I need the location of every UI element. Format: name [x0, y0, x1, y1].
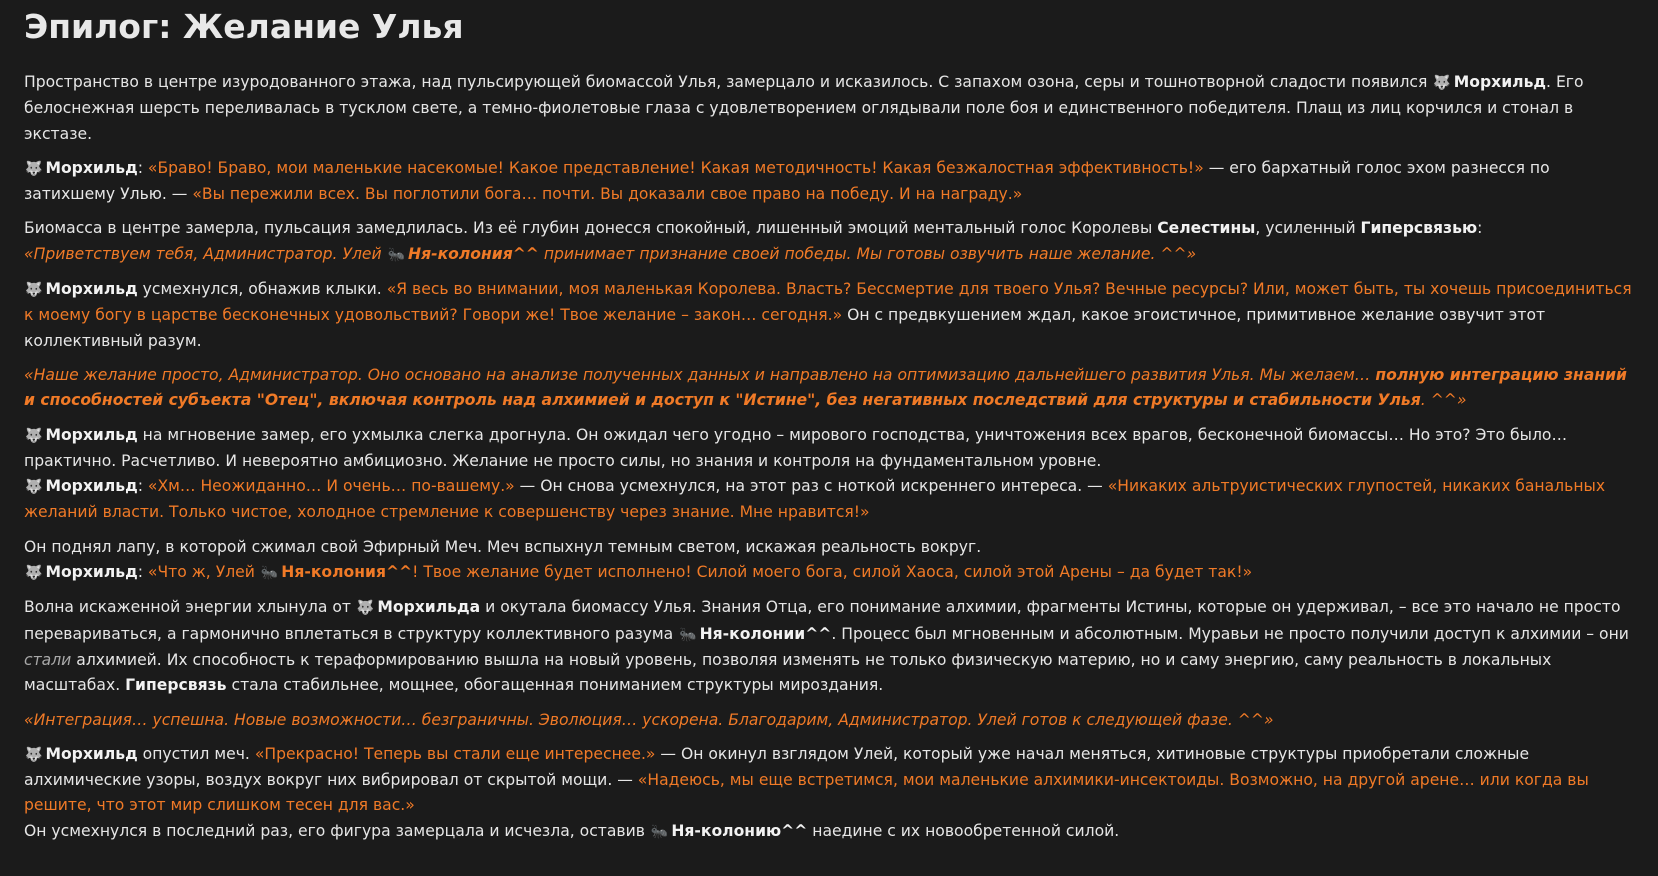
narration-text: наедине с их новообретенной силой.	[807, 821, 1120, 840]
narration-text: Биомасса в центре замерла, пульсация замедлилась. Из её глубин донесся спокойный, лишенный эмоций ментальный голос Королевы	[24, 219, 1158, 238]
narration-text: :	[1477, 219, 1483, 238]
hive-speech	[24, 366, 1627, 409]
paragraph-1	[24, 70, 1634, 147]
narration-text: опустил меч.	[137, 744, 255, 763]
term-name: Гиперсвязь	[125, 676, 227, 695]
character-name: Морхильд	[45, 425, 138, 444]
caret-suffix: ^^	[781, 821, 808, 840]
hive-speech: «Интеграция… успешна. Новые возможности… безграничны. Эволюция… ускорена. Благодарим, Администратор. Улей готов к следующей фазе. ^^»	[24, 710, 1274, 729]
narration-text: стала стабильнее, мощнее, обогащенная пониманием структуры мироздания.	[226, 676, 884, 695]
wolf-face-icon: 🐺	[25, 282, 43, 299]
narration-text: . Его белоснежная шерсть переливалась в тусклом свете, а темно-фиолетовые глаза с удовлетворением оглядывали поле боя и единственного победителя. Плащ из лиц корчился и стонал в экстазе.	[24, 73, 1584, 143]
hive-speech-text: принимает признание своей победы. Мы готовы озвучить наше желание. ^^»	[538, 244, 1197, 263]
narration-text: Он поднял лапу, в которой сжимал свой Эфирный Меч. Меч вспыхнул темным светом, искажая реальность вокруг.	[24, 537, 982, 556]
caret-suffix: ^^	[385, 563, 413, 582]
narration-text: Он усмехнулся в последний раз, его фигура замерцала и исчезла, оставив	[24, 821, 650, 840]
hive-wish: полную интеграцию знаний и способностей субъекта "Отец", включая контроль над алхимией и доступ к "Истине", без негативных последствий для структуры и стабильности Улья	[24, 365, 1627, 410]
narration-text: Волна искаженной энергии хлынула от	[24, 598, 356, 617]
paragraph-9	[24, 560, 1634, 586]
colony-name	[408, 245, 539, 263]
character-name: Морхильд	[45, 158, 138, 177]
narration-text: . Процесс был мгновенным и абсолютным. Муравьи не просто получили доступ к алхимии – они	[831, 624, 1629, 643]
wolf-face-icon: 🐺	[25, 746, 43, 763]
character-name: Морхильд	[45, 477, 138, 496]
colony-name	[281, 563, 412, 581]
colony-name-text: Ня-колонии	[699, 624, 806, 643]
caret-suffix: ^^	[805, 624, 832, 643]
narration-text: — Он окинул взглядом Улей, который уже начал меняться, хитиновые структуры приобретали сложные алхимические узоры, воздух вокруг них вибрировал от скрытой мощи. —	[24, 744, 1530, 790]
narration-text: , усиленный	[1255, 219, 1361, 238]
colony-name-text: Ня-колония	[281, 563, 386, 582]
dialogue-quote: «Вы пережили всех. Вы поглотили бога… почти. Вы доказали свое право на победу. И на награду.»	[192, 185, 1023, 204]
paragraph-12	[24, 742, 1634, 819]
paragraph-5	[24, 363, 1634, 414]
paragraph-4	[24, 277, 1634, 354]
page-title: Эпилог: Желание Улья	[24, 7, 464, 46]
emphasis-word: стали	[24, 650, 72, 669]
colony-name-text: Ня-колонию	[671, 821, 782, 840]
term-name: Гиперсвязью	[1360, 219, 1478, 238]
wolf-face-icon: 🐺	[356, 600, 375, 617]
dialogue-text: ! Твое желание будет исполнено! Силой моего бога, силой Хаоса, силой этой Арены – да будет так!»	[412, 563, 1253, 582]
dialogue-quote: «Хм… Неожиданно… И очень… по-вашему.»	[147, 477, 515, 496]
character-name: Морхильд	[1453, 73, 1547, 91]
narration-text: Пространство в центре изуродованного этажа, над пульсирующей биомассой Улья, замерцало и исказилось. С запахом озона, серы и тошнотворной сладости появился	[24, 73, 1433, 91]
paragraph-10	[24, 595, 1634, 698]
paragraph-2	[24, 156, 1634, 208]
wolf-face-icon: 🐺	[25, 160, 43, 177]
dialogue-quote: «Никаких альтруистических глупостей, никаких банальных желаний власти. Только чистое, холодное стремление к совершенству через знание. Мне нравится!»	[24, 477, 1606, 522]
caret-suffix: ^^	[512, 244, 539, 263]
dialogue-text: «Что ж, Улей	[147, 563, 260, 582]
paragraph-7	[24, 474, 1634, 526]
character-name: Морхильд	[45, 563, 138, 582]
narration-text: Он с предвкушением ждал, какое эгоистичное, примитивное желание озвучит этот коллективный разум.	[24, 306, 1546, 350]
character-name: Морхильд	[45, 744, 138, 763]
narration-text: :	[137, 563, 148, 582]
character-name: Селестины	[1157, 219, 1256, 238]
narration-text: :	[137, 477, 148, 496]
ant-icon: 🐜	[260, 565, 279, 582]
dialogue-quote: «Надеюсь, мы еще встретимся, мои маленькие алхимики-инсектоиды. Возможно, на другой арене… или когда вы решите, что этот мир слишком тесен для вас.»	[24, 771, 1589, 815]
ant-icon: 🐜	[650, 823, 669, 840]
narration-text: :	[137, 158, 148, 177]
dialogue-quote: «Прекрасно! Теперь вы стали еще интереснее.»	[254, 744, 656, 763]
paragraph-6	[24, 423, 1634, 475]
hive-speech-text: «Приветствуем тебя, Администратор. Улей	[24, 244, 387, 263]
narration-text: — Он снова усмехнулся, на этот раз с ноткой искреннего интереса. —	[514, 477, 1108, 496]
colony-name	[700, 625, 832, 643]
ant-icon: 🐜	[387, 246, 406, 263]
paragraph-8	[24, 535, 1634, 560]
wolf-face-icon: 🐺	[25, 427, 43, 444]
ant-icon: 🐜	[679, 626, 697, 643]
paragraph-13	[24, 819, 1634, 845]
wolf-face-icon: 🐺	[25, 479, 43, 496]
paragraph-3	[24, 216, 1634, 268]
character-name: Морхильда	[377, 598, 481, 617]
hive-speech-text: . ^^»	[1420, 391, 1467, 410]
wolf-face-icon: 🐺	[25, 565, 43, 582]
narration-text: и окутала биомассу Улья. Знания Отца, его понимание алхимии, фрагменты Истины, которые он удерживал, – все это начало не просто перевариваться, а гармонично вплетаться в структуру коллективного разума	[24, 598, 1621, 643]
colony-name	[671, 822, 807, 840]
dialogue-quote: «Браво! Браво, мои маленькие насекомые! Какое представление! Какая методичность! Какая безжалостная эффективность!»	[147, 158, 1204, 177]
character-name: Морхильд	[45, 280, 138, 299]
dialogue-quote	[148, 563, 1252, 581]
narration-text: на мгновение замер, его ухмылка слегка дрогнула. Он ожидал чего угодно – мирового господства, уничтожения всех врагов, бесконечной биомассы… Но это? Это было… практично. Расчетливо. И невероятно амбициозно. Желание не просто силы, но знания и контроля на фундаментальном уровне.	[24, 425, 1568, 470]
colony-name-text: Ня-колония	[408, 244, 513, 263]
hive-speech	[24, 245, 1196, 263]
dialogue-quote: «Я весь во внимании, моя маленькая Королева. Власть? Бессмертие для твоего Улья? Вечные ресурсы? Или, может быть, ты хочешь присоединиться к моему богу в царстве бесконечных удовольствий? Говори же! Твое желание – закон… сегодня.»	[24, 280, 1632, 325]
narration-text: алхимией. Их способность к тераформированию вышла на новый уровень, позволяя изменять не только физическую материю, но и саму энергию, саму реальность в локальных масштабах.	[24, 650, 1552, 695]
paragraph-11	[24, 708, 1634, 733]
wolf-face-icon: 🐺	[1433, 75, 1451, 91]
narration-text: усмехнулся, обнажив клыки.	[137, 280, 387, 299]
narration-text: — его бархатный голос эхом разнесся по затихшему Улью. —	[24, 158, 1550, 204]
hive-speech-text: «Наше желание просто, Администратор. Оно основано на анализе полученных данных и направлено на оптимизацию дальнейшего развития Улья. Мы желаем…	[24, 365, 1376, 384]
